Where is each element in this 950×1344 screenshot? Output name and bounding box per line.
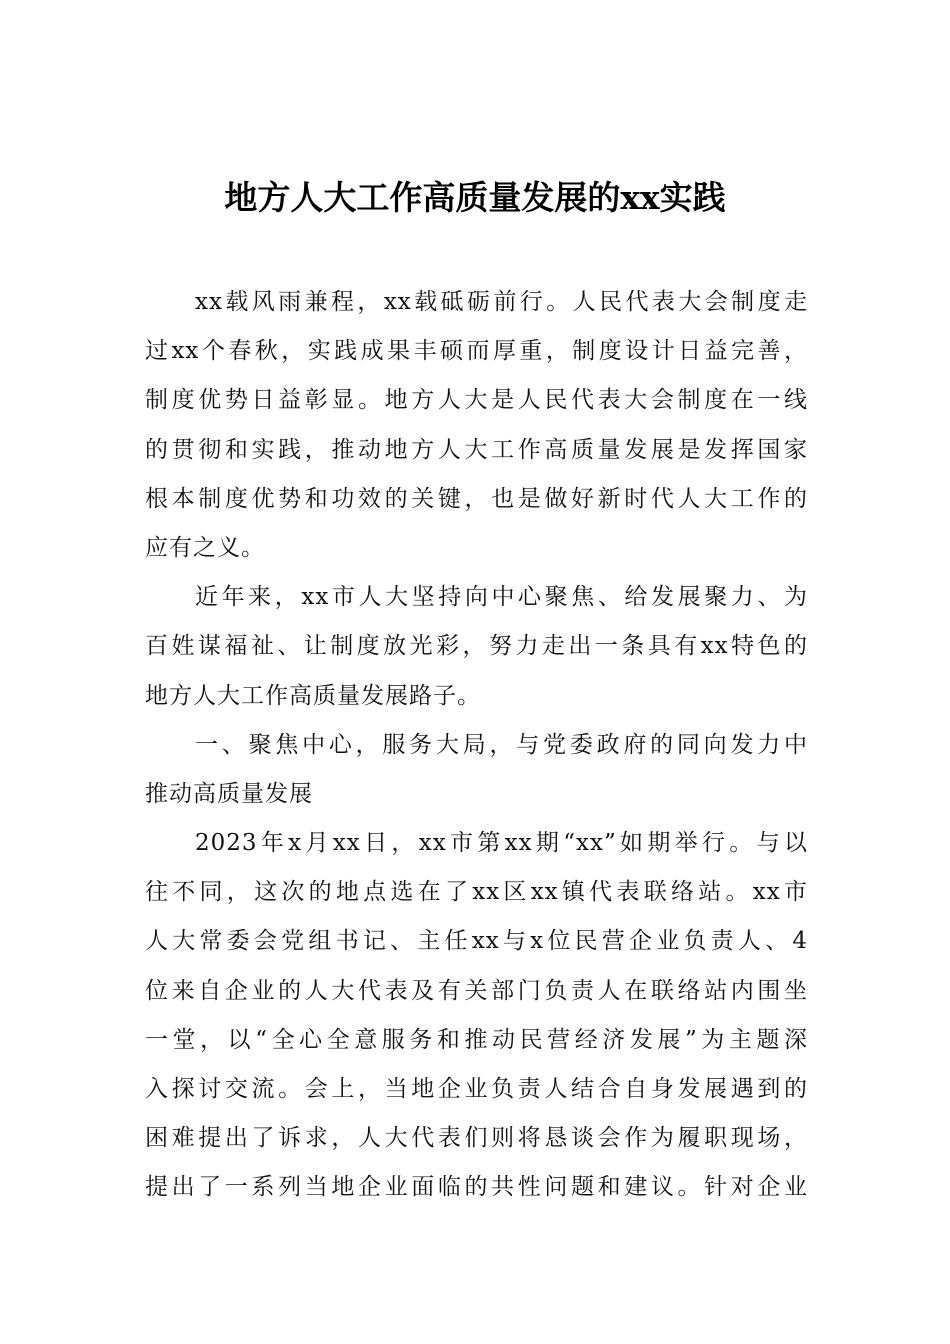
paragraph-line: 一堂，以“全心全意服务和推动民营经济发展”为主题深 [145, 1026, 808, 1053]
paragraph-line: 制度优势日益彰显。地方人大是人民代表大会制度在一线 [145, 387, 808, 414]
paragraph-line: 过xx个春秋，实践成果丰硕而厚重，制度设计日益完善， [145, 338, 808, 365]
paragraph-line: 近年来，xx市人大坚持向中心聚焦、给发展聚力、为 [195, 584, 808, 611]
paragraph-line: 地方人大工作高质量发展路子。 [145, 682, 481, 709]
paragraph-line: xx载风雨兼程，xx载砥砺前行。人民代表大会制度走 [195, 289, 808, 315]
paragraph-line: 提出了一系列当地企业面临的共性问题和建议。针对企业 [145, 1174, 808, 1201]
paragraph-line: 2023年x月xx日，xx市第xx期“xx”如期举行。与以 [195, 830, 808, 857]
paragraph-line: 应有之义。 [145, 534, 265, 561]
document-body [145, 278, 808, 1213]
document-title: 地方人大工作高质量发展的xx实践 [224, 178, 726, 217]
paragraph-line: 困难提出了诉求，人大代表们则将恳谈会作为履职现场， [145, 1125, 808, 1152]
paragraph-line: 百姓谋福祉、让制度放光彩，努力走出一条具有xx特色的 [145, 633, 808, 660]
paragraph-line: 根本制度优势和功效的关键，也是做好新时代人大工作的 [145, 485, 808, 512]
paragraph-line: 位来自企业的人大代表及有关部门负责人在联络站内围坐 [145, 977, 808, 1004]
paragraph-line: 人大常委会党组书记、主任xx与x位民营企业负责人、4 [145, 928, 808, 955]
section-heading-line: 一、聚焦中心，服务大局，与党委政府的同向发力中 [195, 731, 808, 758]
paragraph-line: 往不同，这次的地点选在了xx区xx镇代表联络站。xx市 [145, 879, 808, 906]
section-heading-line: 推动高质量发展 [145, 780, 313, 807]
paragraph-line: 的贯彻和实践，推动地方人大工作高质量发展是发挥国家 [145, 436, 808, 463]
paragraph-line: 入探讨交流。会上，当地企业负责人结合自身发展遇到的 [145, 1076, 808, 1102]
